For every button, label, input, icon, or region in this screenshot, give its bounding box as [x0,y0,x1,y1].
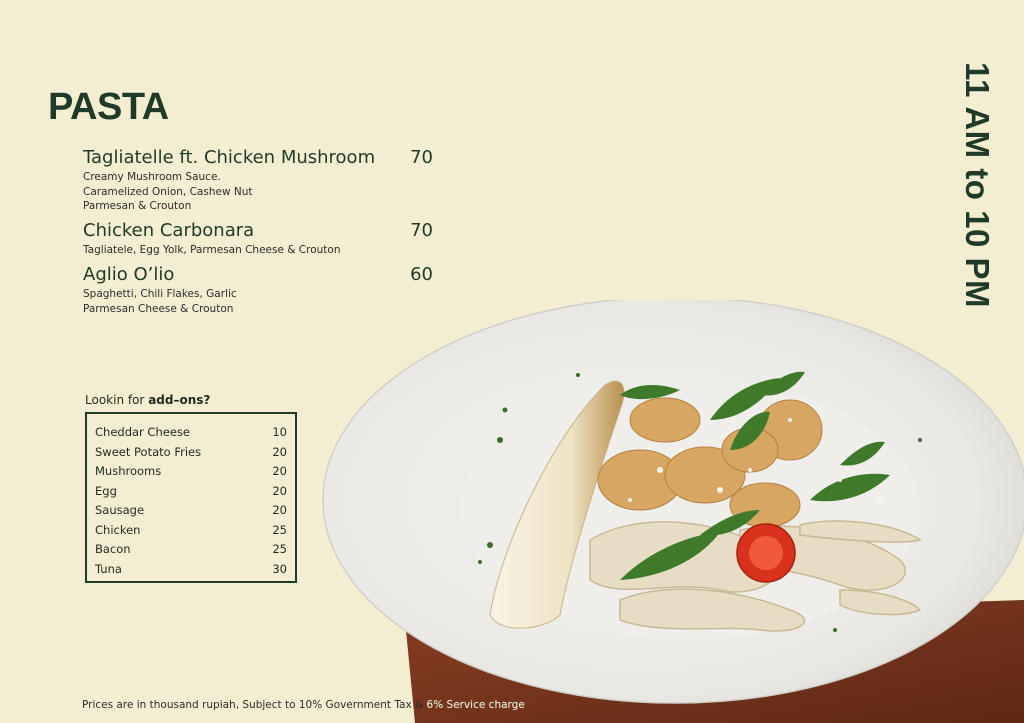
description-line: Spaghetti, Chili Flakes, Garlic [83,288,237,300]
addon-price: 25 [272,542,287,556]
footer-note-text: Prices are in thousand rupiah, Subject to 10% Government Tax & [82,699,427,711]
description-line: Creamy Mushroom Sauce. [83,171,221,183]
addons-heading [85,393,210,407]
addon-name: Tuna [95,561,122,576]
addon-row [95,562,287,580]
pasta-dish-photo [320,300,1024,723]
addon-row [95,484,287,502]
footer-note-faded: 6% Service charge [426,699,525,711]
addons-heading-bold: add–ons? [148,393,211,407]
page-title: PASTA [48,86,169,128]
menu-item-price: 60 [410,264,433,285]
menu-item [83,220,433,258]
addon-row [95,523,287,541]
addon-price: 20 [272,444,287,459]
menu-item [83,147,433,214]
addon-name: Mushrooms [95,464,162,478]
addon-price: 10 [272,425,287,439]
addon-price: 30 [272,561,287,576]
menu-item-price: 70 [410,147,433,168]
addon-name: Sweet Potato Fries [95,444,202,459]
addon-price: 25 [272,522,287,537]
addon-row [95,464,287,482]
menu-item-name: Aglio O’lio [83,264,175,285]
addon-name: Bacon [95,542,131,556]
description-line: Parmesan Cheese & Crouton [83,302,234,315]
addon-name: Cheddar Cheese [95,425,190,439]
addon-row [95,445,287,463]
menu-item-name: Chicken Carbonara [83,220,255,241]
addon-row [95,425,287,443]
addon-price: 20 [272,483,287,498]
description-line: Parmesan & Crouton [83,200,192,212]
menu-item-description [83,170,433,214]
opening-hours: 11 AM to 10 PM [959,62,996,309]
addon-name: Chicken [95,522,141,537]
addon-name: Egg [95,483,117,498]
menu-item-price: 70 [410,220,433,241]
menu-item-description [83,243,433,258]
addon-row [95,503,287,521]
addon-name: Sausage [95,503,145,517]
addons-table [85,412,297,583]
menu-item-name: Tagliatelle ft. Chicken Mushroom [83,147,376,168]
description-line: Caramelized Onion, Cashew Nut [83,185,253,198]
footer-note [82,699,525,711]
addons-heading-prefix: Lookin for [85,393,149,407]
addon-row [95,542,287,560]
addon-price: 20 [272,464,287,478]
addon-price: 20 [272,503,287,517]
description-line: Tagliatele, Egg Yolk, Parmesan Cheese & Crouton [83,244,341,256]
